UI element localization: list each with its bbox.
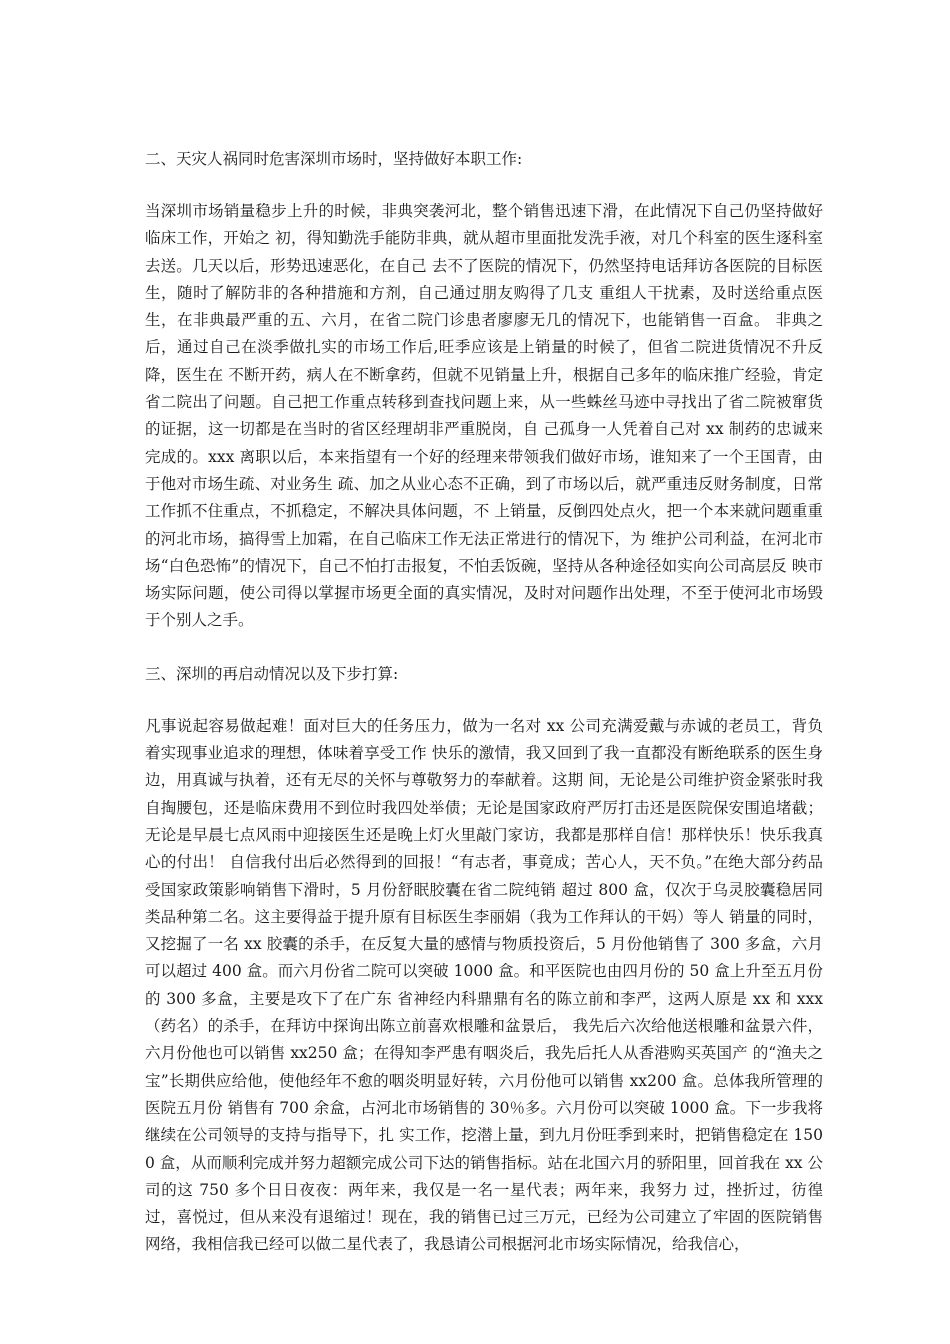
section-3-paragraph: 凡事说起容易做起难！面对巨大的任务压力，做为一名对 xx 公司充满爱戴与赤诚的老员工，背负着实现事业追求的理想，体味着享受工作 快乐的激情，我又回到了我一直都没有断绝联系的医生身边，用真诚与执着，还有无尽的关怀与尊敬努力的奉献着。这期 间，无论是公司维护资金紧张时我自掏腰包，还是临床费用不到位时我四处举债；无论是国家政府严厉打击还是医院保安围追堵截；无论是早晨七点风雨中迎接医生还是晚上灯火里敲门家访，我都是那样自信！那样快乐！快乐我真心的付出！ 自信我付出后必然得到的回报！“有志者，事竟成；苦心人，天不负。”在绝大部分药品受国家政策影响销售下滑时，5 月份舒眠胶囊在省二院纯销 超过 800 盒，仅次于乌灵胶囊稳居同类品种第二名。这主要得益于提升原有目标医生李丽娟（我为工作拜认的干妈）等人 销量的同时，又挖掘了一名 xx 胶囊的杀手，在反复大量的感情与物质投资后，5 月份他销售了 300 多盒，六月可以超过 400 盒。而六月份省二院可以突破 1000 盒。和平医院也由四月份的 50 盒上升至五月份的 300 多盒，主要是攻下了在广东 省神经内科鼎鼎有名的陈立前和李严，这两人原是 xx 和 xxx（药名）的杀手，在拜访中探询出陈立前喜欢根雕和盆景后， 我先后六次给他送根雕和盆景六件，六月份他也可以销售 xx250 盒；在得知李严患有咽炎后，我先后托人从香港购买英国产 的“渔夫之宝”长期供应给他，使他经年不愈的咽炎明显好转，六月份他可以销售 xx200 盒。总体我所管理的医院五月份 销售有 700 余盒，占河北市场销售的 30％多。六月份可以突破 1000 盒。下一步我将继续在公司领导的支持与指导下，扎 实工作，挖潜上量，到九月份旺季到来时，把销售稳定在 1500 盒，从而顺利完成并努力超额完成公司下达的销售指标。站在北国六月的骄阳里，回首我在 xx 公司的这 750 多个日日夜夜：两年来，我仅是一名一星代表；两年来，我努力 过，挫折过，彷徨过，喜悦过，但从来没有退缩过！现在，我的销售已过三万元，已经为公司建立了牢固的医院销售网络，我相信我已经可以做二星代表了，我恳请公司根据河北市场实际情况，给我信心， [145,716,823,1254]
document-page [145,146,823,1259]
section-2-heading: 二、天灾人祸同时危害深圳市场时，坚持做好本职工作: [145,150,523,168]
section-3-heading: 三、深圳的再启动情况以及下步打算: [145,664,399,683]
section-2-paragraph: 当深圳市场销量稳步上升的时候，非典突袭河北，整个销售迅速下滑，在此情况下自己仍坚持做好临床工作，开始之 初，得知勤洗手能防非典，就从超市里面批发洗手液，对几个科室的医生逐科室去送。几天以后，形势迅速恶化，在自己 去不了医院的情况下，仍然坚持电话拜访各医院的目标医生，随时了解防非的各种措施和方剂，自己通过朋友购得了几支 重组人干扰素，及时送给重点医生，在非典最严重的五、六月，在省二院门诊患者廖廖无几的情况下，也能销售一百盒。 非典之后，通过自己在淡季做扎实的市场工作后,旺季应该是上销量的时候了，但省二院进货情况不升反降，医生在 不断开药，病人在不断拿药，但就不见销量上升，根据自己多年的临床推广经验，肯定省二院出了问题。自己把工作重点转移到查找问题上来，从一些蛛丝马迹中寻找出了省二院被窜货的证据，这一切都是在当时的省区经理胡非严重脱岗，自 己孤身一人凭着自己对 xx 制药的忠诚来完成的。xxx 离职以后，本来指望有一个好的经理来带领我们做好市场，谁知来了一个王国青，由于他对市场生疏、对业务生 疏、加之从业心态不正确，到了市场以后，就严重违反财务制度，日常工作抓不住重点，不抓稳定，不解决具体问题，不 上销量，反倒四处点火，把一个本来就问题重重的河北市场，搞得雪上加霜，在自己临床工作无法正常进行的情况下，为 维护公司利益，在河北市场“白色恐怖”的情况下，自己不怕打击报复，不怕丢饭碗，坚持从各种途径如实向公司高层反 映市场实际问题，使公司得以掌握市场更全面的真实情况，及时对问题作出处理，不至于使河北市场毁于个别人之手。 [145,202,823,630]
